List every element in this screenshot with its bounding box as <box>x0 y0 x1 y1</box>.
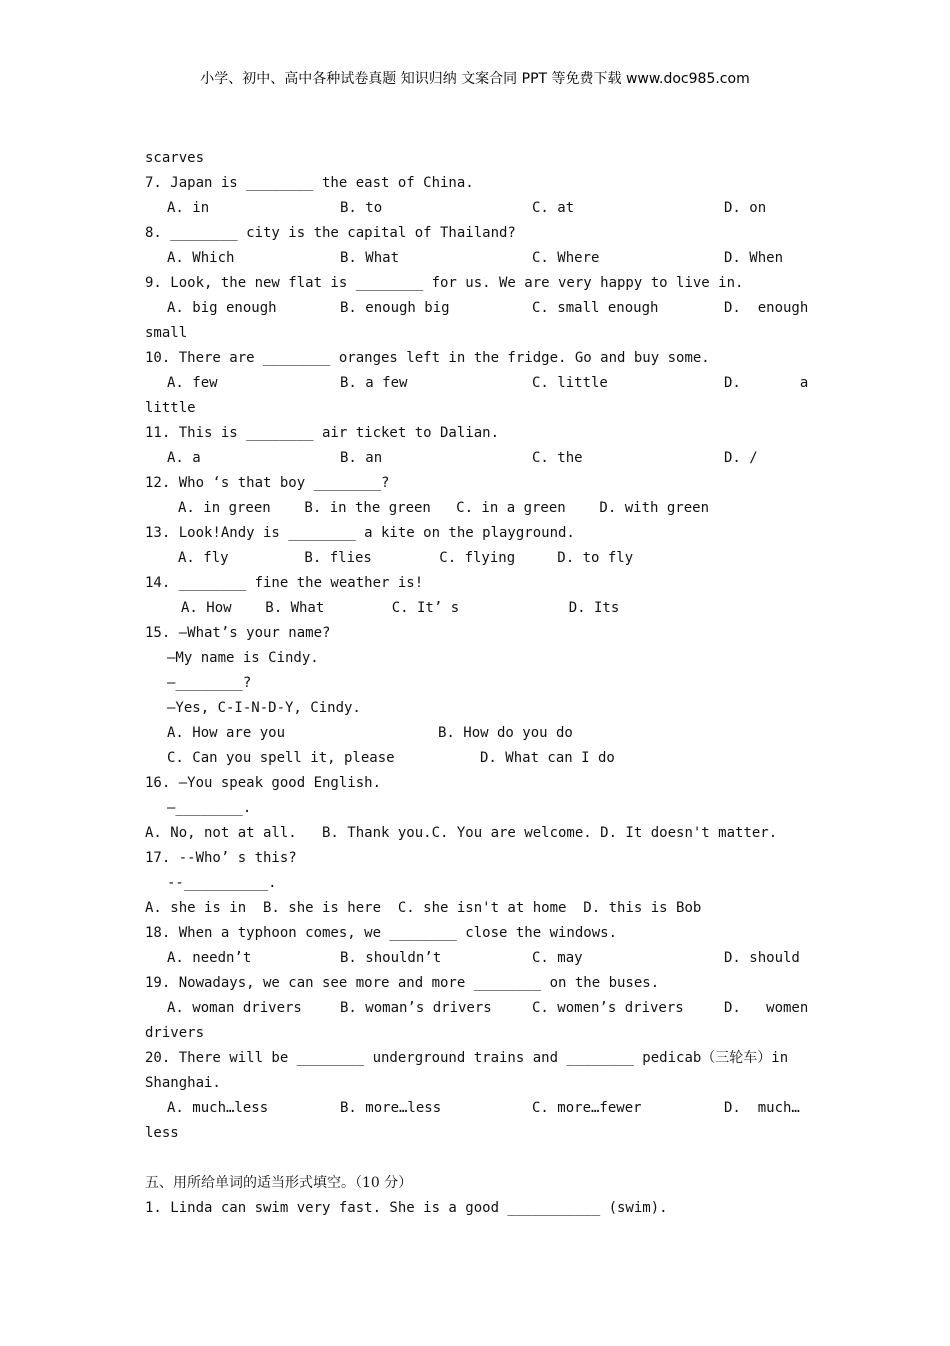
option-c: C. may <box>532 950 583 966</box>
option-d: D. enough <box>724 300 809 316</box>
option-a: A. much…less <box>167 1100 269 1116</box>
section-heading: 五、用所给单词的适当形式填空。（10 分） <box>145 1175 413 1191</box>
options-7 <box>145 196 815 221</box>
options-14: A. How B. What C. It’ s D. Its <box>181 600 620 616</box>
dialogue-line: —Yes, C-I-N-D-Y, Cindy. <box>167 700 361 716</box>
question-13: 13. Look!Andy is ________ a kite on the playground. <box>145 525 575 541</box>
option-a: A. big enough <box>167 300 277 316</box>
options-8 <box>145 246 815 271</box>
dialogue-line: —My name is Cindy. <box>167 650 319 666</box>
page-header: 小学、初中、高中各种试卷真题 知识归纳 文案合同 PPT 等免费下载 www.doc985.com <box>200 71 750 87</box>
option-d: D. When <box>724 250 784 266</box>
text-line: drivers <box>145 1025 205 1041</box>
dialogue-line: —________? <box>167 675 252 691</box>
options-12: A. in green B. in the green C. in a green D. with green <box>178 500 710 516</box>
option-d: D. much… <box>724 1100 800 1116</box>
options-15-row1 <box>145 721 815 746</box>
option-b: B. to <box>340 200 383 216</box>
options-15-row2 <box>145 746 815 771</box>
option-c: C. small enough <box>532 300 659 316</box>
option-d: D. What can I do <box>480 750 615 766</box>
text-line: little <box>145 400 196 416</box>
options-10 <box>145 371 815 396</box>
option-a: A. woman drivers <box>167 1000 302 1016</box>
question-10: 10. There are ________ oranges left in the fridge. Go and buy some. <box>145 350 710 366</box>
question-12: 12. Who ‘s that boy ________? <box>145 475 390 491</box>
option-a: A. Which <box>167 250 235 266</box>
question-8: 8. ________ city is the capital of Thailand? <box>145 225 516 241</box>
options-16: A. No, not at all. B. Thank you.C. You are welcome. D. It doesn't matter. <box>145 825 778 841</box>
text-line: Shanghai. <box>145 1075 221 1091</box>
question-9: 9. Look, the new flat is ________ for us. We are very happy to live in. <box>145 275 744 291</box>
options-9 <box>145 296 815 321</box>
spacer <box>145 1146 815 1171</box>
question-16: 16. —You speak good English. <box>145 775 382 791</box>
option-c: C. at <box>532 200 575 216</box>
option-a: A. a <box>167 450 201 466</box>
question-14: 14. ________ fine the weather is! <box>145 575 424 591</box>
option-d: D. women <box>724 1000 809 1016</box>
option-c: C. more…fewer <box>532 1100 642 1116</box>
option-b: B. a few <box>340 375 408 391</box>
option-c: C. little <box>532 375 608 391</box>
option-d: D. a <box>724 375 809 391</box>
exam-content <box>145 146 815 1221</box>
question-19: 19. Nowadays, we can see more and more ________ on the buses. <box>145 975 660 991</box>
question-20: 20. There will be ________ underground trains and ________ pedicab（三轮车）in <box>145 1050 789 1066</box>
text-line: small <box>145 325 188 341</box>
dialogue-line: —________. <box>167 800 252 816</box>
option-a: A. in <box>167 200 210 216</box>
option-d: D. / <box>724 450 758 466</box>
question-11: 11. This is ________ air ticket to Dalian. <box>145 425 500 441</box>
option-b: B. enough big <box>340 300 450 316</box>
option-c: C. the <box>532 450 583 466</box>
text-line: less <box>145 1125 179 1141</box>
question-15: 15. —What’s your name? <box>145 625 331 641</box>
options-17: A. she is in B. she is here C. she isn't at home D. this is Bob <box>145 900 702 916</box>
option-c: C. women’s drivers <box>532 1000 684 1016</box>
options-18 <box>145 946 815 971</box>
option-d: D. on <box>724 200 767 216</box>
options-13: A. fly B. flies C. flying D. to fly <box>178 550 634 566</box>
option-b: B. woman’s drivers <box>340 1000 492 1016</box>
option-c: C. Where <box>532 250 600 266</box>
option-b: B. more…less <box>340 1100 442 1116</box>
options-11 <box>145 446 815 471</box>
option-b: B. What <box>340 250 400 266</box>
option-b: B. How do you do <box>438 725 573 741</box>
question-18: 18. When a typhoon comes, we ________ close the windows. <box>145 925 618 941</box>
option-b: B. shouldn’t <box>340 950 442 966</box>
option-a: A. needn’t <box>167 950 252 966</box>
option-d: D. should <box>724 950 800 966</box>
option-c: C. Can you spell it, please <box>167 750 395 766</box>
question-17: 17. --Who’ s this? <box>145 850 297 866</box>
option-a: A. few <box>167 375 218 391</box>
dialogue-line: --__________. <box>167 875 277 891</box>
options-19 <box>145 996 815 1021</box>
options-20 <box>145 1096 815 1121</box>
option-b: B. an <box>340 450 383 466</box>
text-line: scarves <box>145 150 205 166</box>
question-7: 7. Japan is ________ the east of China. <box>145 175 474 191</box>
option-a: A. How are you <box>167 725 286 741</box>
section5-question-1: 1. Linda can swim very fast. She is a good ___________ (swim). <box>145 1200 668 1216</box>
